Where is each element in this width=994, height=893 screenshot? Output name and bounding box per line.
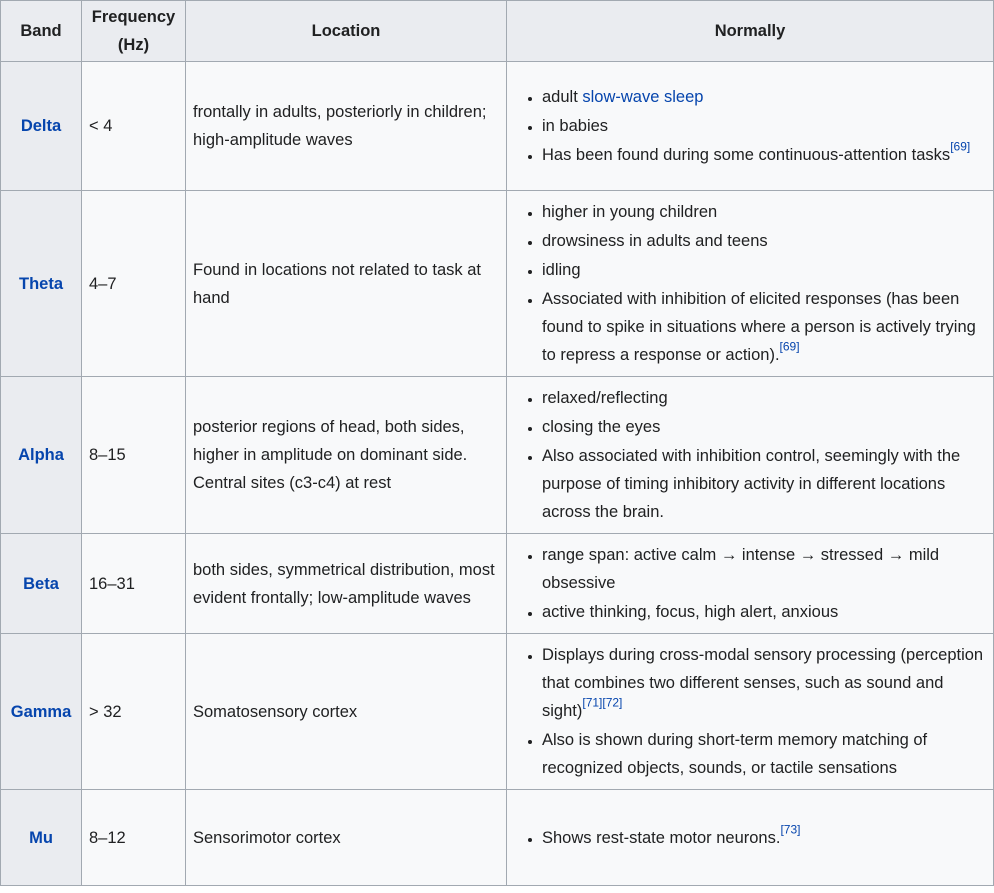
list-item-text: Also associated with inhibition control, seemingly with the purpose of timing inhibitory activity in different locations across the brain. [542, 447, 961, 521]
normally-list [514, 198, 986, 369]
list-item-text: adult [542, 88, 583, 106]
band-cell [1, 634, 82, 790]
table-row [1, 191, 994, 377]
band-cell [1, 62, 82, 191]
normally-list [514, 641, 986, 782]
list-item [542, 141, 986, 169]
normally-list [514, 541, 986, 626]
header-location: Location [186, 1, 507, 62]
location-cell: frontally in adults, posteriorly in children; high-amplitude waves [186, 62, 507, 191]
citation [780, 339, 800, 353]
band-link[interactable]: Delta [20, 117, 62, 135]
list-item [542, 726, 986, 782]
table-row [1, 634, 994, 790]
citation-link[interactable]: [73] [780, 821, 801, 836]
list-item-text: closing the eyes [542, 418, 661, 436]
list-item-text: Has been found during some continuous-attention tasks [542, 146, 951, 164]
normally-list [514, 83, 986, 169]
list-item-text: active thinking, focus, high alert, anxious [542, 603, 839, 621]
list-item [542, 112, 986, 140]
citation-link[interactable]: [69] [779, 339, 800, 354]
table-row [1, 62, 994, 191]
list-item [542, 83, 986, 111]
normally-cell [507, 191, 994, 377]
location-cell: both sides, symmetrical distribution, most evident frontally; low-amplitude waves [186, 534, 507, 634]
table-row [1, 377, 994, 534]
list-item-text: Shows rest-state motor neurons. [542, 828, 781, 847]
list-item [542, 227, 986, 255]
normally-cell [507, 534, 994, 634]
band-link[interactable]: Alpha [18, 446, 64, 464]
list-item [542, 413, 986, 441]
band-cell [1, 790, 82, 886]
list-item-text: drowsiness in adults and teens [542, 232, 768, 250]
list-item [542, 598, 986, 626]
list-item-text: idling [542, 261, 581, 279]
frequency-cell: 8–12 [82, 790, 186, 886]
normally-cell [507, 377, 994, 534]
list-item [542, 384, 986, 412]
table-row [1, 534, 994, 634]
citation-link[interactable]: [71][72] [582, 695, 623, 710]
frequency-cell: < 4 [82, 62, 186, 191]
list-item [542, 442, 986, 526]
list-item-text: Associated with inhibition of elicited responses (has been found to spike in situations where a person is actively trying to repress a response or action). [542, 290, 976, 364]
list-item-text: Also is shown during short-term memory matching of recognized objects, sounds, or tactile sensations [542, 731, 928, 777]
location-cell: Found in locations not related to task at hand [186, 191, 507, 377]
normally-cell [507, 790, 994, 886]
list-item-text: relaxed/reflecting [542, 389, 668, 407]
list-item [542, 641, 986, 725]
list-item [542, 541, 986, 597]
list-item-text: range span: active calm → intense → stressed → mild obsessive [542, 546, 940, 592]
location-cell: Sensorimotor cortex [186, 790, 507, 886]
list-item [542, 198, 986, 226]
frequency-cell: 8–15 [82, 377, 186, 534]
location-cell: Somatosensory cortex [186, 634, 507, 790]
wiki-link[interactable]: slow-wave sleep [582, 88, 704, 106]
band-cell [1, 377, 82, 534]
normally-cell [507, 634, 994, 790]
normally-list [514, 384, 986, 526]
band-link[interactable]: Beta [23, 574, 59, 593]
band-cell [1, 191, 82, 377]
frequency-cell: > 32 [82, 634, 186, 790]
citation [950, 139, 970, 153]
list-item-text: in babies [542, 117, 609, 135]
frequency-cell: 4–7 [82, 191, 186, 377]
header-band: Band [1, 1, 82, 62]
list-item-text: Displays during cross-modal sensory processing (perception that combines two different senses, such as sound and sight) [542, 646, 984, 720]
citation [780, 822, 800, 836]
header-normally: Normally [507, 1, 994, 62]
normally-list [514, 821, 986, 852]
header-frequency: Frequency (Hz) [82, 1, 186, 62]
normally-cell [507, 62, 994, 191]
list-item [542, 256, 986, 284]
citation-link[interactable]: [69] [950, 139, 971, 154]
list-item [542, 285, 986, 369]
list-item [542, 821, 986, 852]
band-link[interactable]: Gamma [10, 702, 72, 721]
band-cell [1, 534, 82, 634]
table-row [1, 790, 994, 886]
citation [582, 695, 622, 709]
list-item-text: higher in young children [542, 203, 718, 221]
location-cell: posterior regions of head, both sides, higher in amplitude on dominant side. Central sites (c3-c4) at rest [186, 377, 507, 534]
band-link[interactable]: Theta [18, 274, 63, 293]
frequency-cell: 16–31 [82, 534, 186, 634]
band-link[interactable]: Mu [29, 828, 53, 847]
header-row [1, 1, 994, 62]
